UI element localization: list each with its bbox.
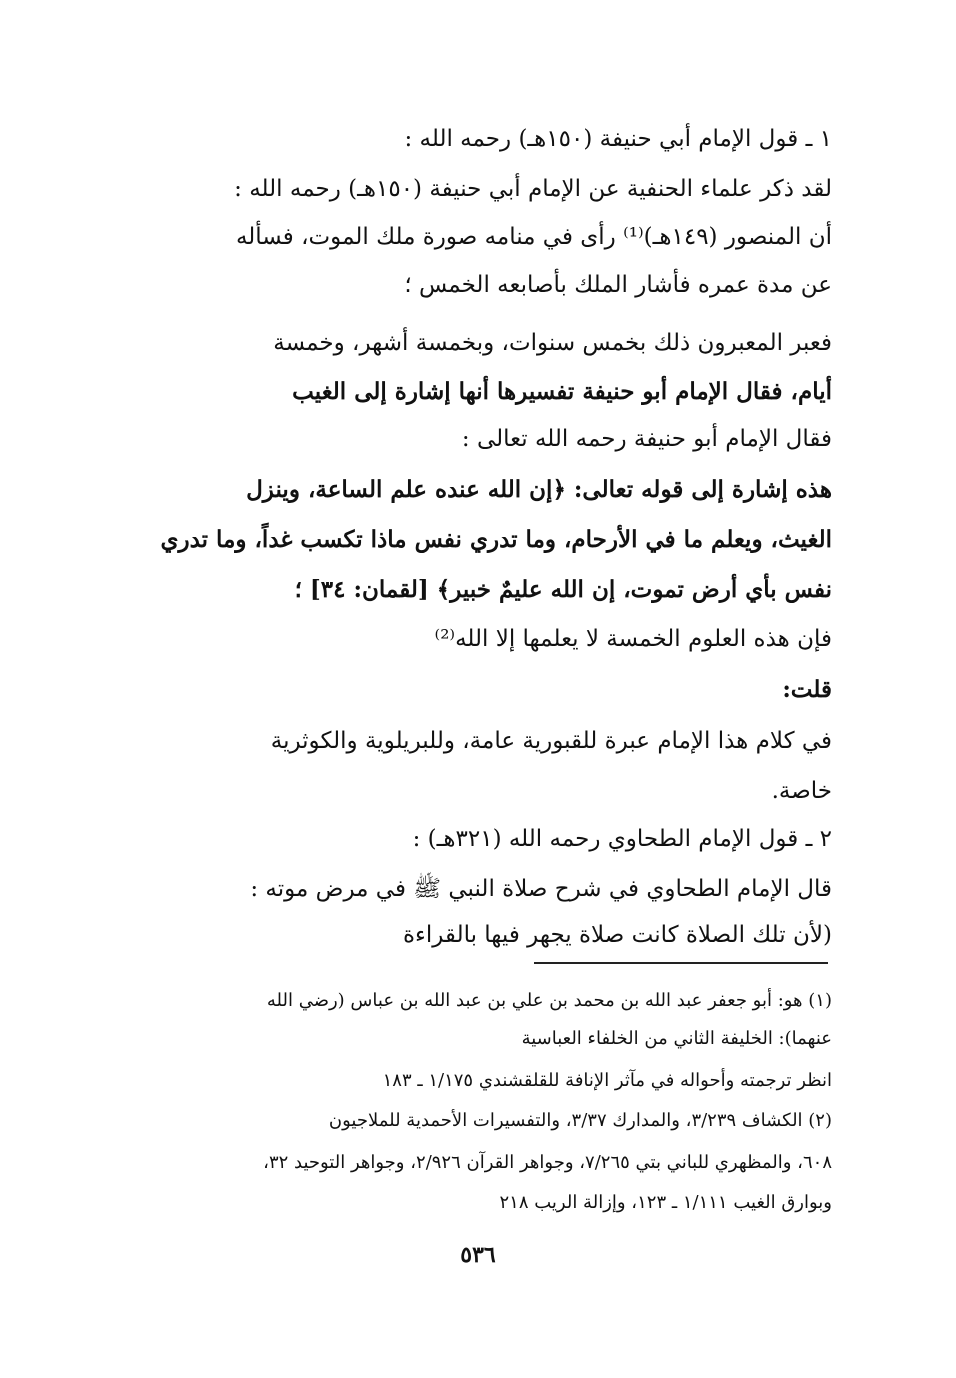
quran-quote-line: نفس بأي أرض تموت، إن الله عليمٌ خبير﴾ [لقمان: ٣٤] ؛ [294, 576, 832, 603]
page-number: ٥٣٦ [460, 1242, 496, 1268]
comment-label: قلت: [782, 676, 832, 703]
footnote-line: عنهما): الخليفة الثاني من الخلفاء العباسية [521, 1028, 832, 1049]
body-line: في كلام هذا الإمام عبرة للقبورية عامة، وللبريلوية والكوثرية [270, 728, 832, 754]
quran-quote-line: الغيث، ويعلم ما في الأرحام، وما تدري نفس ماذا تكسب غداً، وما تدري [160, 526, 832, 553]
body-line: خاصة. [771, 778, 832, 804]
body-line: عن مدة عمره فأشار الملك بأصابعه الخمس ؛ [404, 272, 832, 298]
section-heading-abu-hanifa: ١ ـ قول الإمام أبي حنيفة (١٥٠هـ) رحمه الله : [404, 126, 832, 152]
section-heading-tahawi: ٢ ـ قول الإمام الطحاوي رحمه الله (٣٢١هـ) : [412, 826, 832, 852]
body-line: قال الإمام الطحاوي في شرح صلاة النبي ﷺ في مرض موته : [250, 876, 832, 902]
body-line: أن المنصور (١٤٩هـ)⁽¹⁾ رأى في منامه صورة ملك الموت، فسأله [235, 224, 832, 250]
footnote-line: (٢) الكشاف ٣/٢٣٩، والمدارك ٣/٣٧، والتفسيرات الأحمدية للملاجيون [328, 1110, 832, 1131]
quran-quote-line: هذه إشارة إلى قوله تعالى: ﴿إن الله عنده علم الساعة، وينزل [246, 476, 832, 503]
footnote-line: وبوارق الغيب ١/١١١ ـ ١٢٣، وإزالة الريب ٢١٨ [499, 1192, 832, 1213]
body-line: أيام، فقال الإمام أبو حنيفة تفسيرها أنها إشارة إلى الغيب [292, 378, 832, 405]
footnote-line: انظر ترجمته وأحواله في مآثر الإنافة للقلقشندي ١/١٧٥ ـ ١٨٣ [382, 1070, 832, 1091]
body-line: (لأن تلك الصلاة كانت صلاة يجهر فيها بالقراءة [402, 922, 832, 948]
footnote-separator [534, 962, 828, 964]
footnote-line: ٦٠٨، والمظهري للباني بتي ٧/٢٦٥، وجواهر القرآن ٢/٩٢٦، وجواهر التوحيد ٣٢، [263, 1152, 832, 1173]
footnote-line: (١) هو: أبو جعفر عبد الله بن محمد بن علي بن عبد الله بن عباس (رضي الله [266, 990, 832, 1011]
body-line: فعبر المعبرون ذلك بخمس سنوات، وبخمسة أشهر، وخمسة [273, 330, 832, 356]
body-line: لقد ذكر علماء الحنفية عن الإمام أبي حنيفة (١٥٠هـ) رحمه الله : [234, 176, 832, 202]
body-line: فقال الإمام أبو حنيفة رحمه الله تعالى : [461, 426, 832, 452]
body-line: فإن هذه العلوم الخمسة لا يعلمها إلا الله⁽²⁾ [434, 626, 832, 652]
